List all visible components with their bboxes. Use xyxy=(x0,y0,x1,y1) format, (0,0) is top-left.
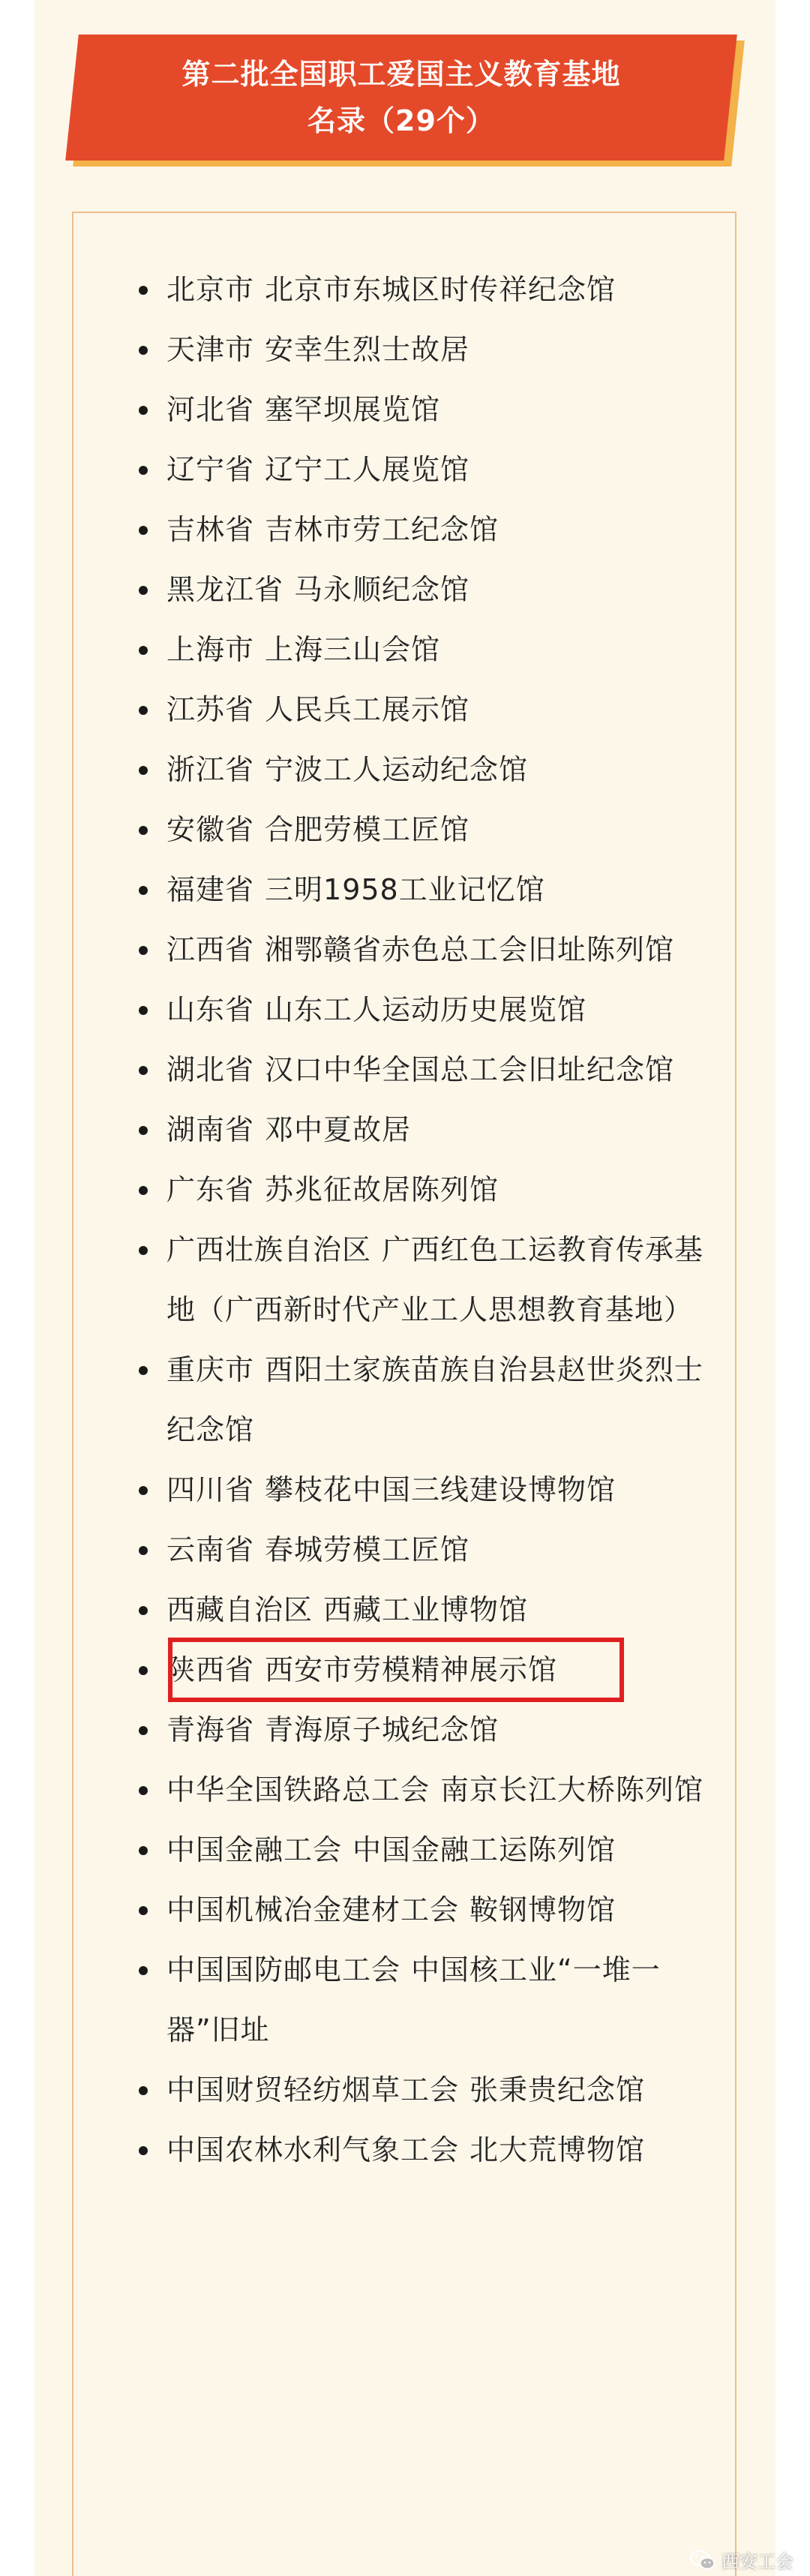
list-item-region: 福建省 xyxy=(166,873,255,906)
list-item xyxy=(74,1640,738,1700)
list-item xyxy=(74,320,738,380)
list-item-region: 广西壮族自治区 xyxy=(166,1233,372,1266)
list-item-region: 青海省 xyxy=(166,1713,255,1746)
list-item xyxy=(74,1040,738,1100)
list-item xyxy=(74,1760,738,1820)
list-item-name: 汉口中华全国总工会旧址纪念馆 xyxy=(265,1053,675,1086)
list-item-region: 上海市 xyxy=(166,633,255,666)
list-item xyxy=(74,920,738,980)
list-item xyxy=(74,980,738,1040)
list-item-region: 中国国防邮电工会 xyxy=(166,1953,401,1986)
list-item-region: 安徽省 xyxy=(166,813,255,846)
list-item xyxy=(74,1160,738,1220)
list-item-name: 山东工人运动历史展览馆 xyxy=(265,993,587,1026)
list-item xyxy=(74,2120,738,2180)
list-item xyxy=(74,1820,738,1880)
list-item-name: 苏兆征故居陈列馆 xyxy=(265,1173,500,1206)
list-item xyxy=(74,860,738,920)
list-item-name: 合肥劳模工匠馆 xyxy=(265,813,470,846)
list-item xyxy=(74,620,738,680)
base-list xyxy=(74,260,738,2180)
list-item-name: 宁波工人运动纪念馆 xyxy=(265,753,529,786)
list-item-name: 人民兵工展示馆 xyxy=(265,693,470,726)
list-item-region: 辽宁省 xyxy=(166,453,255,486)
list-item xyxy=(74,1580,738,1640)
list-item xyxy=(74,1220,738,1340)
list-item-region: 黑龙江省 xyxy=(166,573,284,606)
list-item-name: 邓中夏故居 xyxy=(265,1113,412,1146)
list-item-region: 云南省 xyxy=(166,1533,255,1566)
list-item-name: 张秉贵纪念馆 xyxy=(470,2073,646,2106)
list-item-region: 山东省 xyxy=(166,993,255,1026)
list-item-region: 北京市 xyxy=(166,273,255,306)
list-item xyxy=(74,440,738,500)
list-item-name: 吉林市劳工纪念馆 xyxy=(265,513,500,546)
list-item-name: 广西红色工运教育传承基地（广西新时代产业工人思想教育基地） xyxy=(166,1233,704,1326)
list-item-name: 鞍钢博物馆 xyxy=(470,1893,616,1926)
list-item xyxy=(74,1520,738,1580)
list-item xyxy=(74,260,738,320)
list-item xyxy=(74,1880,738,1940)
list-item-name: 北京市东城区时传祥纪念馆 xyxy=(265,273,616,306)
list-item-region: 中华全国铁路总工会 xyxy=(166,1773,430,1806)
list-item xyxy=(74,1940,738,2060)
watermark-text: 西安工会 xyxy=(722,2551,794,2572)
list-item-name: 西安市劳模精神展示馆 xyxy=(265,1653,558,1686)
list-item-region: 中国财贸轻纺烟草工会 xyxy=(166,2073,460,2106)
list-item xyxy=(74,680,738,740)
list-item-region: 重庆市 xyxy=(166,1353,255,1386)
list-item-name: 三明1958工业记忆馆 xyxy=(265,873,545,906)
list-item-name: 青海原子城纪念馆 xyxy=(265,1713,500,1746)
list-item xyxy=(74,380,738,440)
list-item-region: 湖北省 xyxy=(166,1053,255,1086)
list-item-name: 南京长江大桥陈列馆 xyxy=(440,1773,704,1806)
list-item-region: 吉林省 xyxy=(166,513,255,546)
list-item xyxy=(74,740,738,800)
watermark xyxy=(690,2547,794,2573)
title-banner xyxy=(72,35,738,167)
list-item-name: 攀枝花中国三线建设博物馆 xyxy=(265,1473,616,1506)
list-item-region: 陕西省 xyxy=(166,1653,255,1686)
list-item-region: 湖南省 xyxy=(166,1113,255,1146)
list-item-region: 浙江省 xyxy=(166,753,255,786)
page-margin-left xyxy=(0,0,34,2576)
list-item-region: 中国机械冶金建材工会 xyxy=(166,1893,460,1926)
list-item-name: 马永顺纪念馆 xyxy=(294,573,470,606)
list-item-name: 湘鄂赣省赤色总工会旧址陈列馆 xyxy=(265,933,675,966)
banner-title xyxy=(72,35,730,161)
list-item-region: 江西省 xyxy=(166,933,255,966)
list-item xyxy=(74,500,738,560)
list-item-name: 辽宁工人展览馆 xyxy=(265,453,470,486)
list-item-region: 河北省 xyxy=(166,393,255,426)
list-item-region: 江苏省 xyxy=(166,693,255,726)
list-item-name: 西藏工业博物馆 xyxy=(323,1593,529,1626)
list-item-name: 安幸生烈士故居 xyxy=(265,333,470,366)
list-item xyxy=(74,1460,738,1520)
list-item-region: 天津市 xyxy=(166,333,255,366)
list-item xyxy=(74,1100,738,1160)
list-item-region: 西藏自治区 xyxy=(166,1593,314,1626)
list-item-region: 中国金融工会 xyxy=(166,1833,343,1866)
list-item-name: 塞罕坝展览馆 xyxy=(265,393,441,426)
list-item xyxy=(74,800,738,860)
list-item-name: 北大荒博物馆 xyxy=(470,2133,646,2166)
banner-title-line1: 第二批全国职工爱国主义教育基地 xyxy=(182,58,621,91)
list-item xyxy=(74,560,738,620)
list-item-name: 中国金融工运陈列馆 xyxy=(352,1833,616,1866)
list-item-name: 中国核工业“一堆一器”旧址 xyxy=(166,1953,661,2046)
list-item xyxy=(74,1700,738,1760)
list-item xyxy=(74,2060,738,2120)
list-item-region: 广东省 xyxy=(166,1173,255,1206)
list-item-region: 中国农林水利气象工会 xyxy=(166,2133,460,2166)
base-list-box xyxy=(72,212,736,2576)
banner-title-line2: 名录（29个） xyxy=(308,104,495,137)
wechat-icon xyxy=(690,2550,716,2571)
list-item xyxy=(74,1340,738,1460)
list-item-name: 酉阳土家族苗族自治县赵世炎烈士纪念馆 xyxy=(166,1353,704,1446)
list-item-name: 春城劳模工匠馆 xyxy=(265,1533,470,1566)
list-item-region: 四川省 xyxy=(166,1473,255,1506)
page-margin-right xyxy=(776,0,810,2576)
list-item-name: 上海三山会馆 xyxy=(265,633,441,666)
